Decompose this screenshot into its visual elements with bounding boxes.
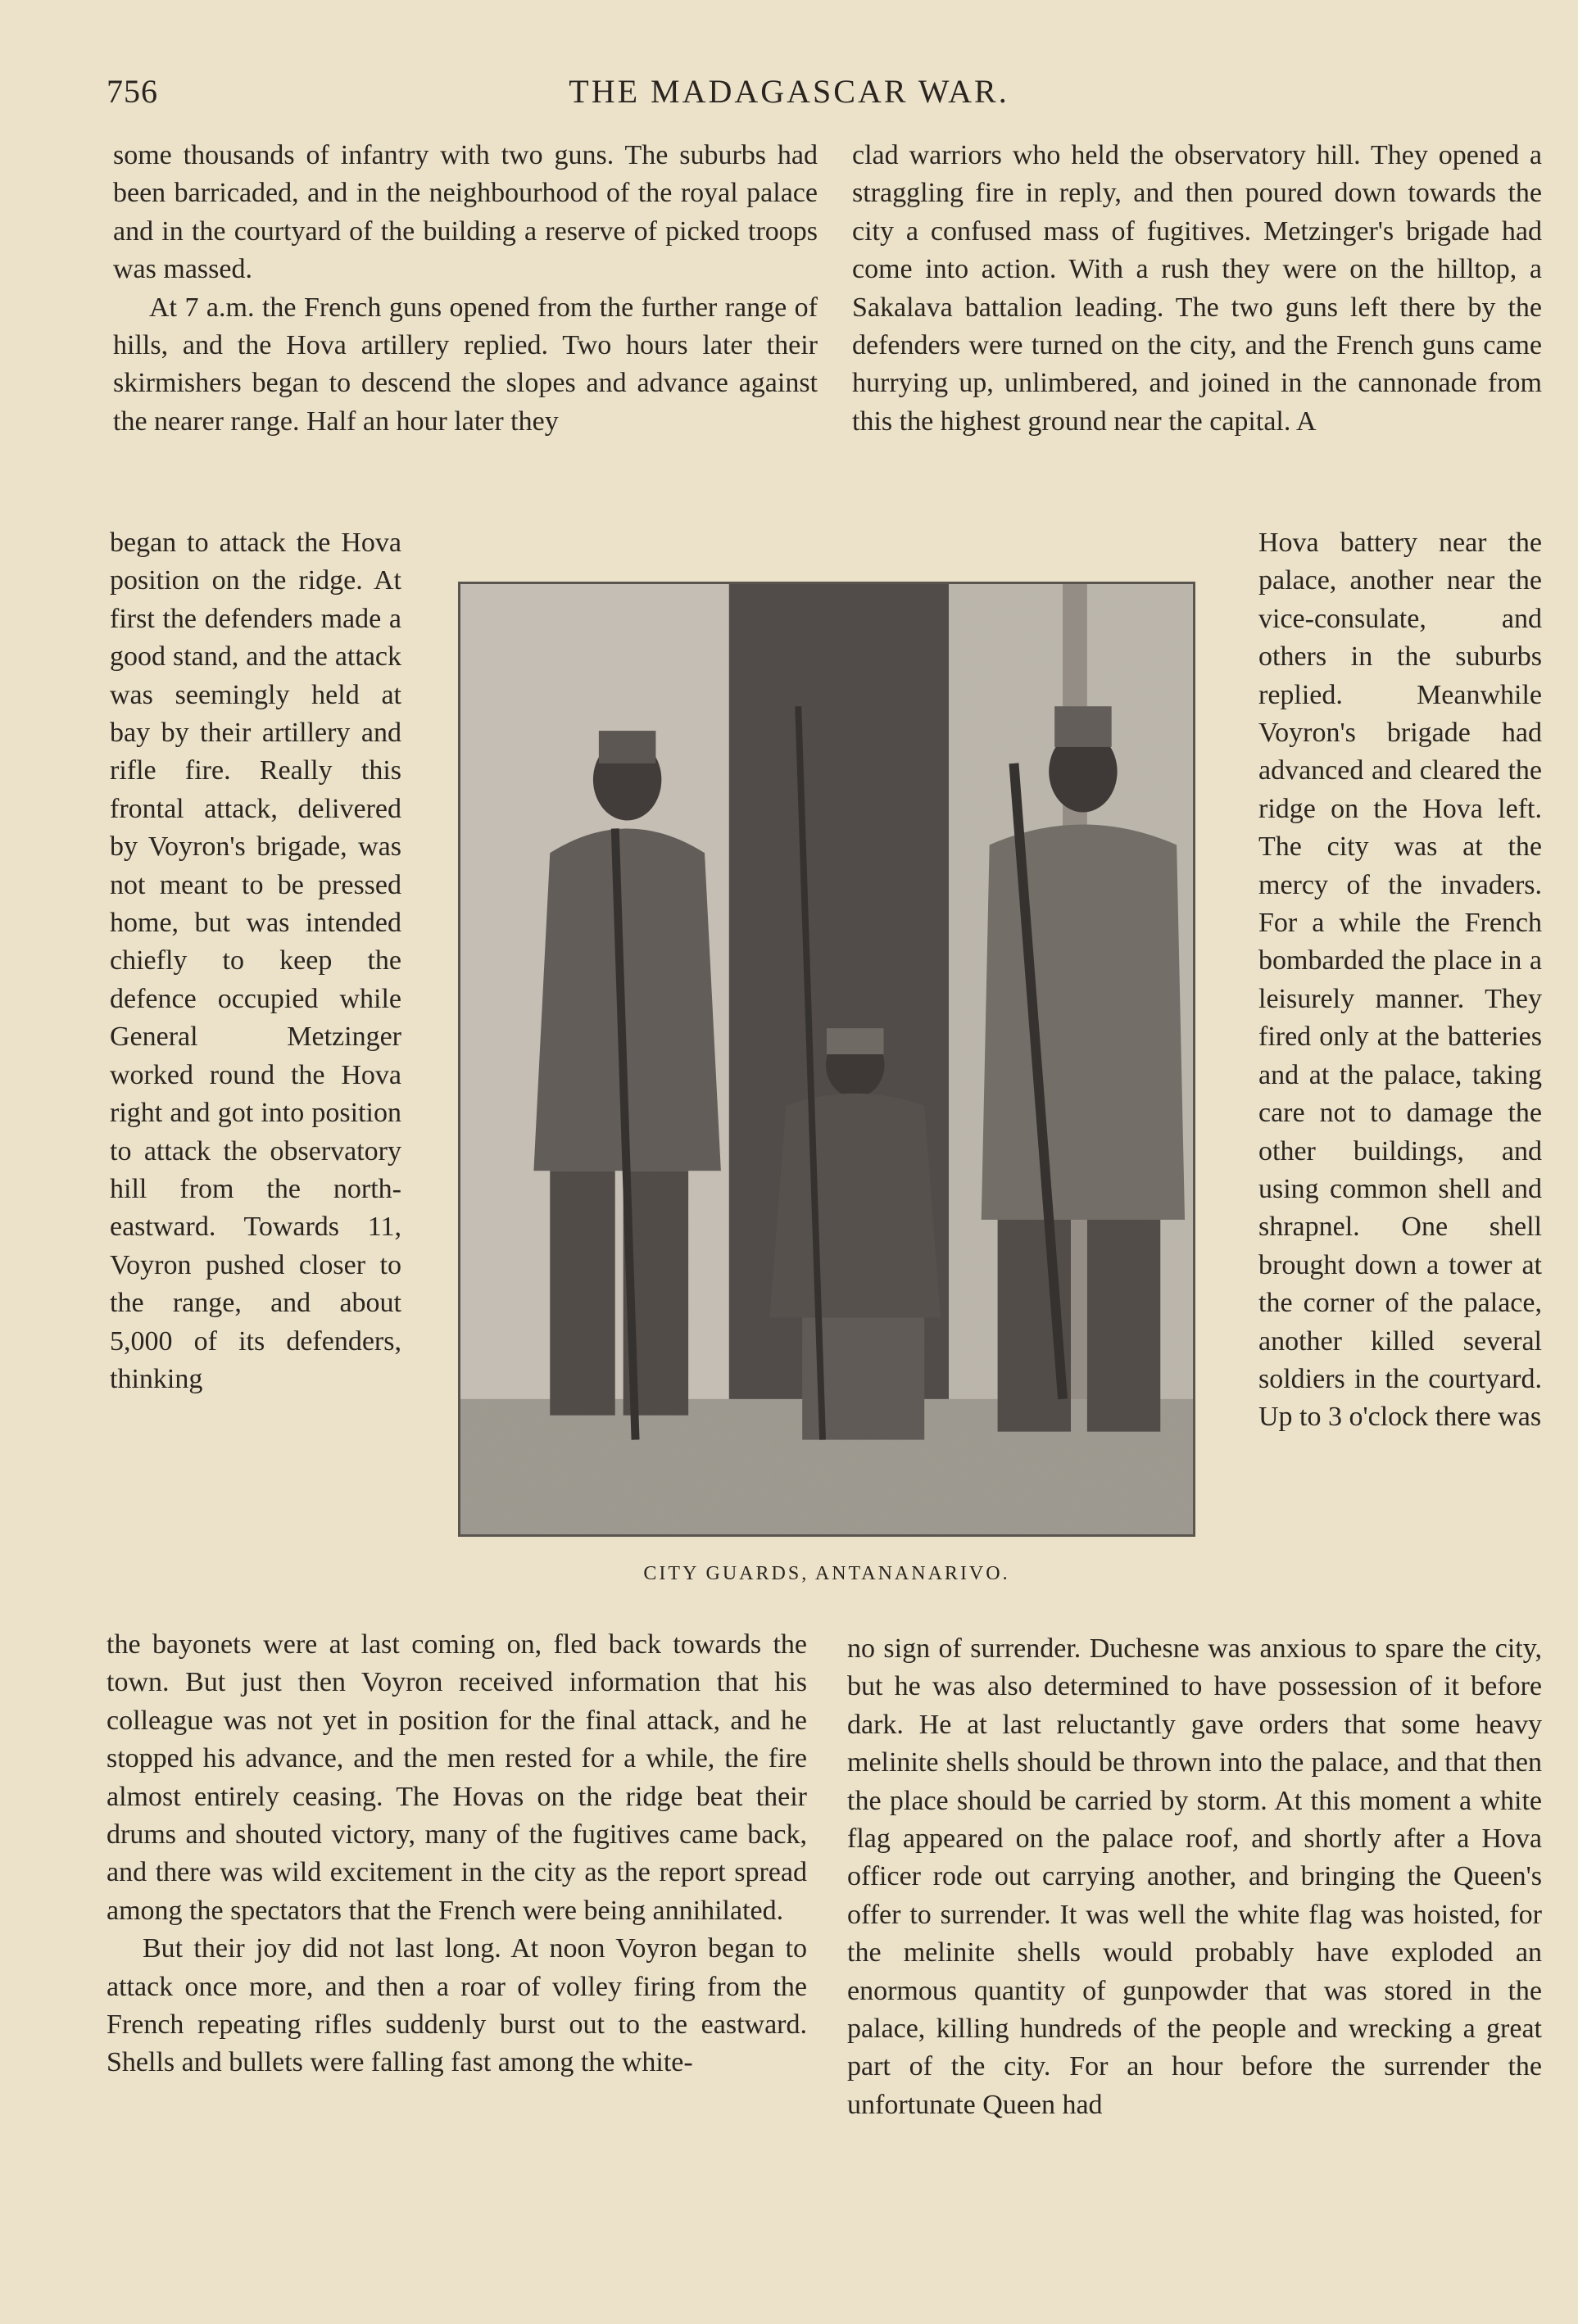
paragraph: Hova battery near the palace, another near the vice-consulate, and others in the suburbs replied. Meanwhile Voyron's brigade had advanced and cleared the ridge on the Hova left. The city was at the mercy of the invaders. For a while the French bombarded the place in a leisurely manner. They fired only at the batteries and at the palace, taking care not to damage the other buildings, and using common shell and shrapnel. One shell brought down a tower at the corner of the palace, another killed several soldiers in the courtyard. Up to 3 o'clock there was <box>1258 528 1542 1433</box>
paragraph: began to attack the Hova position on the ridge. At first the defenders made a good stand, and the attack was seemingly held at bay by their artillery and rifle fire. Really this frontal attack, delivered by Voyron's brigade, was not meant to be pressed home, but was intended chiefly to keep the defence occupied while General Metzinger worked round the Hova right and got into position to attack the observatory hill from the north-eastward. Towards 11, Voyron pushed closer to the range, and about 5,000 of its defenders, thinking <box>110 528 401 1394</box>
left-column-top <box>113 137 818 441</box>
photograph-image <box>460 584 1193 1534</box>
page-header <box>0 64 1578 113</box>
photograph-city-guards <box>458 582 1195 1537</box>
paragraph: clad warriors who held the observatory hill. They opened a straggling fire in reply, and then poured down towards the city a confused mass of fugitives. Metzinger's brigade had come into action. With a rush they were on the hilltop, a Sakalava battalion leading. The two guns left there by the defenders were turned on the city, and the French guns came hurrying up, unlimbered, and joined in the cannonade from this the highest ground near the capital. A <box>852 140 1542 437</box>
right-column-top <box>852 137 1542 441</box>
right-column-wrap <box>1258 524 1542 1437</box>
left-column-wrap <box>110 524 401 1398</box>
photo-caption: CITY GUARDS, ANTANANARIVO. <box>643 1563 1010 1584</box>
paragraph: But their joy did not last long. At noon Voyron began to attack once more, and then a roar of volley firing from the French repeating rifles suddenly burst out to the eastward. Shells and bullets were falling fast among the white- <box>107 1933 807 2078</box>
paragraph: At 7 a.m. the French guns opened from the further range of hills, and the Hova artillery replied. Two hours later their skirmishers began to descend the slopes and advance against the nearer range. Half an hour later they <box>113 292 818 437</box>
page-number: 756 <box>107 73 158 110</box>
paragraph: no sign of surrender. Duchesne was anxious to spare the city, but he was also determined to have possession of it before dark. He at last reluctantly gave orders that some heavy melinite shells should be thrown into the palace, and that then the place should be carried by storm. At this moment a white flag appeared on the palace roof, and shortly after a Hova officer rode out carrying another, and bringing the Queen's offer to surrender. It was well the white flag was hoisted, for the melinite shells would probably have exploded an enormous quantity of gunpowder that was stored in the palace, killing hundreds of the people and wrecking a great part of the city. For an hour before the surrender the unfortunate Queen had <box>847 1633 1542 2120</box>
paragraph: some thousands of infantry with two guns. The suburbs had been barricaded, and in the neighbourhood of the royal palace and in the courtyard of the building a reserve of picked troops was massed. <box>113 140 818 285</box>
paragraph: the bayonets were at last coming on, fled back towards the town. But just then Voyron received information that his colleague was not yet in position for the final attack, and he stopped his advance, and the men rested for a while, the fire almost entirely ceasing. The Hovas on the ridge beat their drums and shouted victory, many of the fugitives came back, and there was wild excitement in the city as the report spread among the spectators that the French were being annihilated. <box>107 1629 807 1926</box>
right-column-bottom <box>847 1630 1542 2124</box>
left-column-bottom <box>107 1626 807 2082</box>
running-title: THE MADAGASCAR WAR. <box>569 73 1009 110</box>
